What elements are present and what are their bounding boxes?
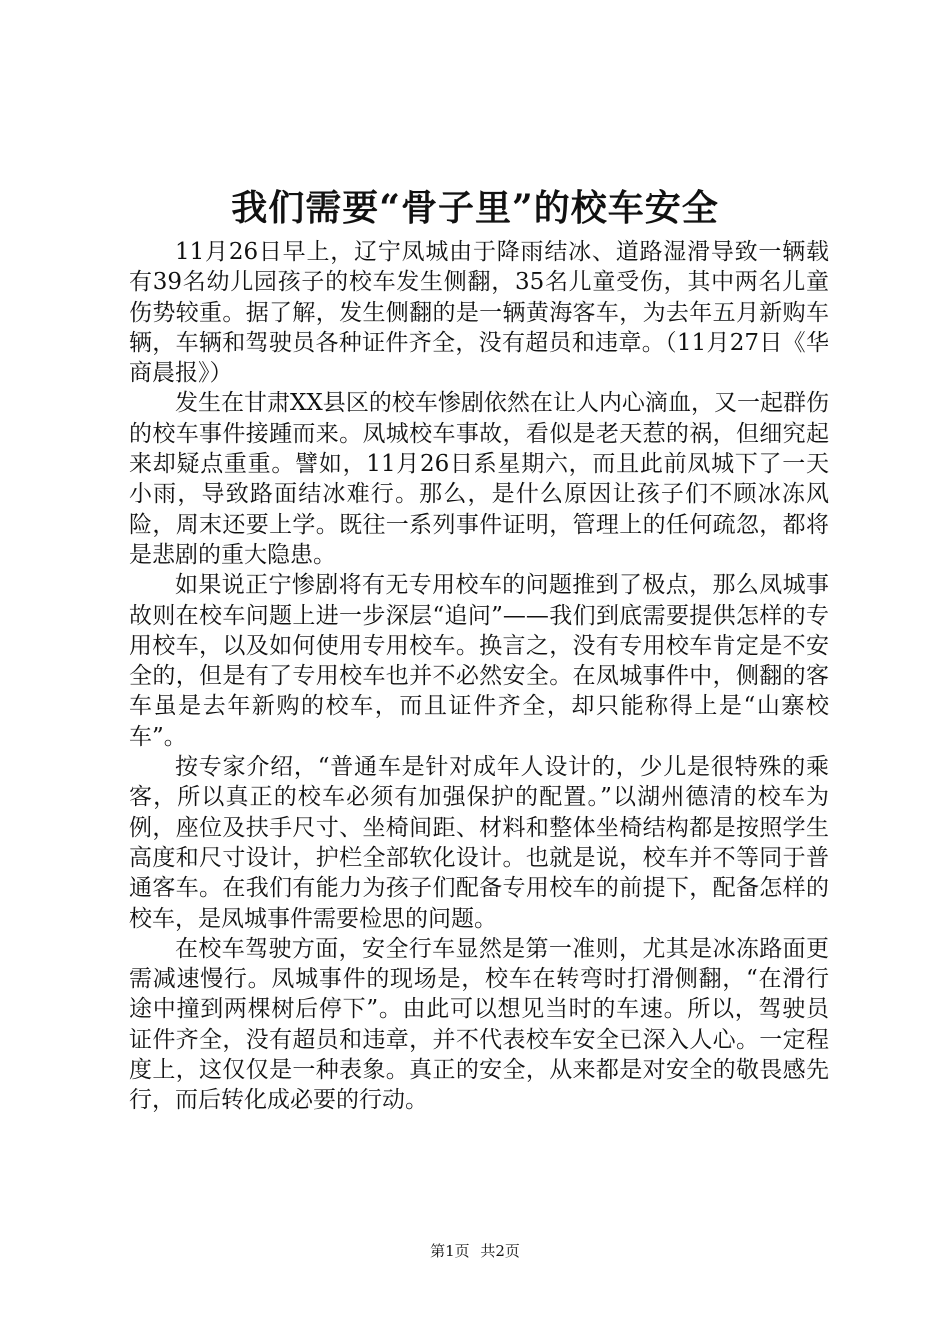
paragraph-4: 按专家介绍，“普通车是针对成年人设计的，少儿是很特殊的乘客，所以真正的校车必须有加强保护的配置。”以湖州德清的校车为例，座位及扶手尺寸、坐椅间距、材料和整体坐椅结构都是按照学生高度和尺寸设计，护栏全部软化设计。也就是说，校车并不等同于普通客车。在我们有能力为孩子们配备专用校车的前提下，配备怎样的校车，是凤城事件需要检思的问题。: [129, 754, 829, 932]
paragraph-3: 如果说正宁惨剧将有无专用校车的问题推到了极点，那么凤城事故则在校车问题上进一步深层“追问”——我们到底需要提供怎样的专用校车，以及如何使用专用校车。换言之，没有专用校车肯定是不安全的，但是有了专用校车也并不必然安全。在凤城事件中，侧翻的客车虽是去年新购的校车，而且证件齐全，却只能称得上是“山寨校车”。: [129, 572, 829, 750]
article-body: [129, 237, 829, 1116]
page-footer: [0, 1241, 950, 1261]
paragraph-2: 发生在甘肃XX县区的校车惨剧依然在让人内心滴血，又一起群伤的校车事件接踵而来。凤城校车事故，看似是老天惹的祸，但细究起来却疑点重重。譬如，11月26日系星期六，而且此前凤城下了一天小雨，导致路面结冰难行。那么，是什么原因让孩子们不顾冰冻风险，周末还要上学。既往一系列事件证明，管理上的任何疏忽，都将是悲剧的重大隐患。: [129, 390, 829, 568]
paragraph-5: 在校车驾驶方面，安全行车显然是第一准则，尤其是冰冻路面更需减速慢行。凤城事件的现场是，校车在转弯时打滑侧翻，“在滑行途中撞到两棵树后停下”。由此可以想见当时的车速。所以，驾驶员证件齐全，没有超员和违章，并不代表校车安全已深入人心。一定程度上，这仅仅是一种表象。真正的安全，从来都是对安全的敬畏感先行，而后转化成必要的行动。: [129, 935, 829, 1114]
page-title: 我们需要“骨子里”的校车安全: [231, 187, 719, 229]
page-number: 第1页: [430, 1242, 470, 1260]
paragraph-1: 11月26日早上，辽宁凤城由于降雨结冰、道路湿滑导致一辆载有39名幼儿园孩子的校车发生侧翻，35名儿童受伤，其中两名儿童伤势较重。据了解，发生侧翻的是一辆黄海客车，为去年五月新购车辆，车辆和驾驶员各种证件齐全，没有超员和违章。（11月27日《华商晨报》）: [129, 239, 829, 387]
page-total: 共2页: [480, 1242, 520, 1260]
